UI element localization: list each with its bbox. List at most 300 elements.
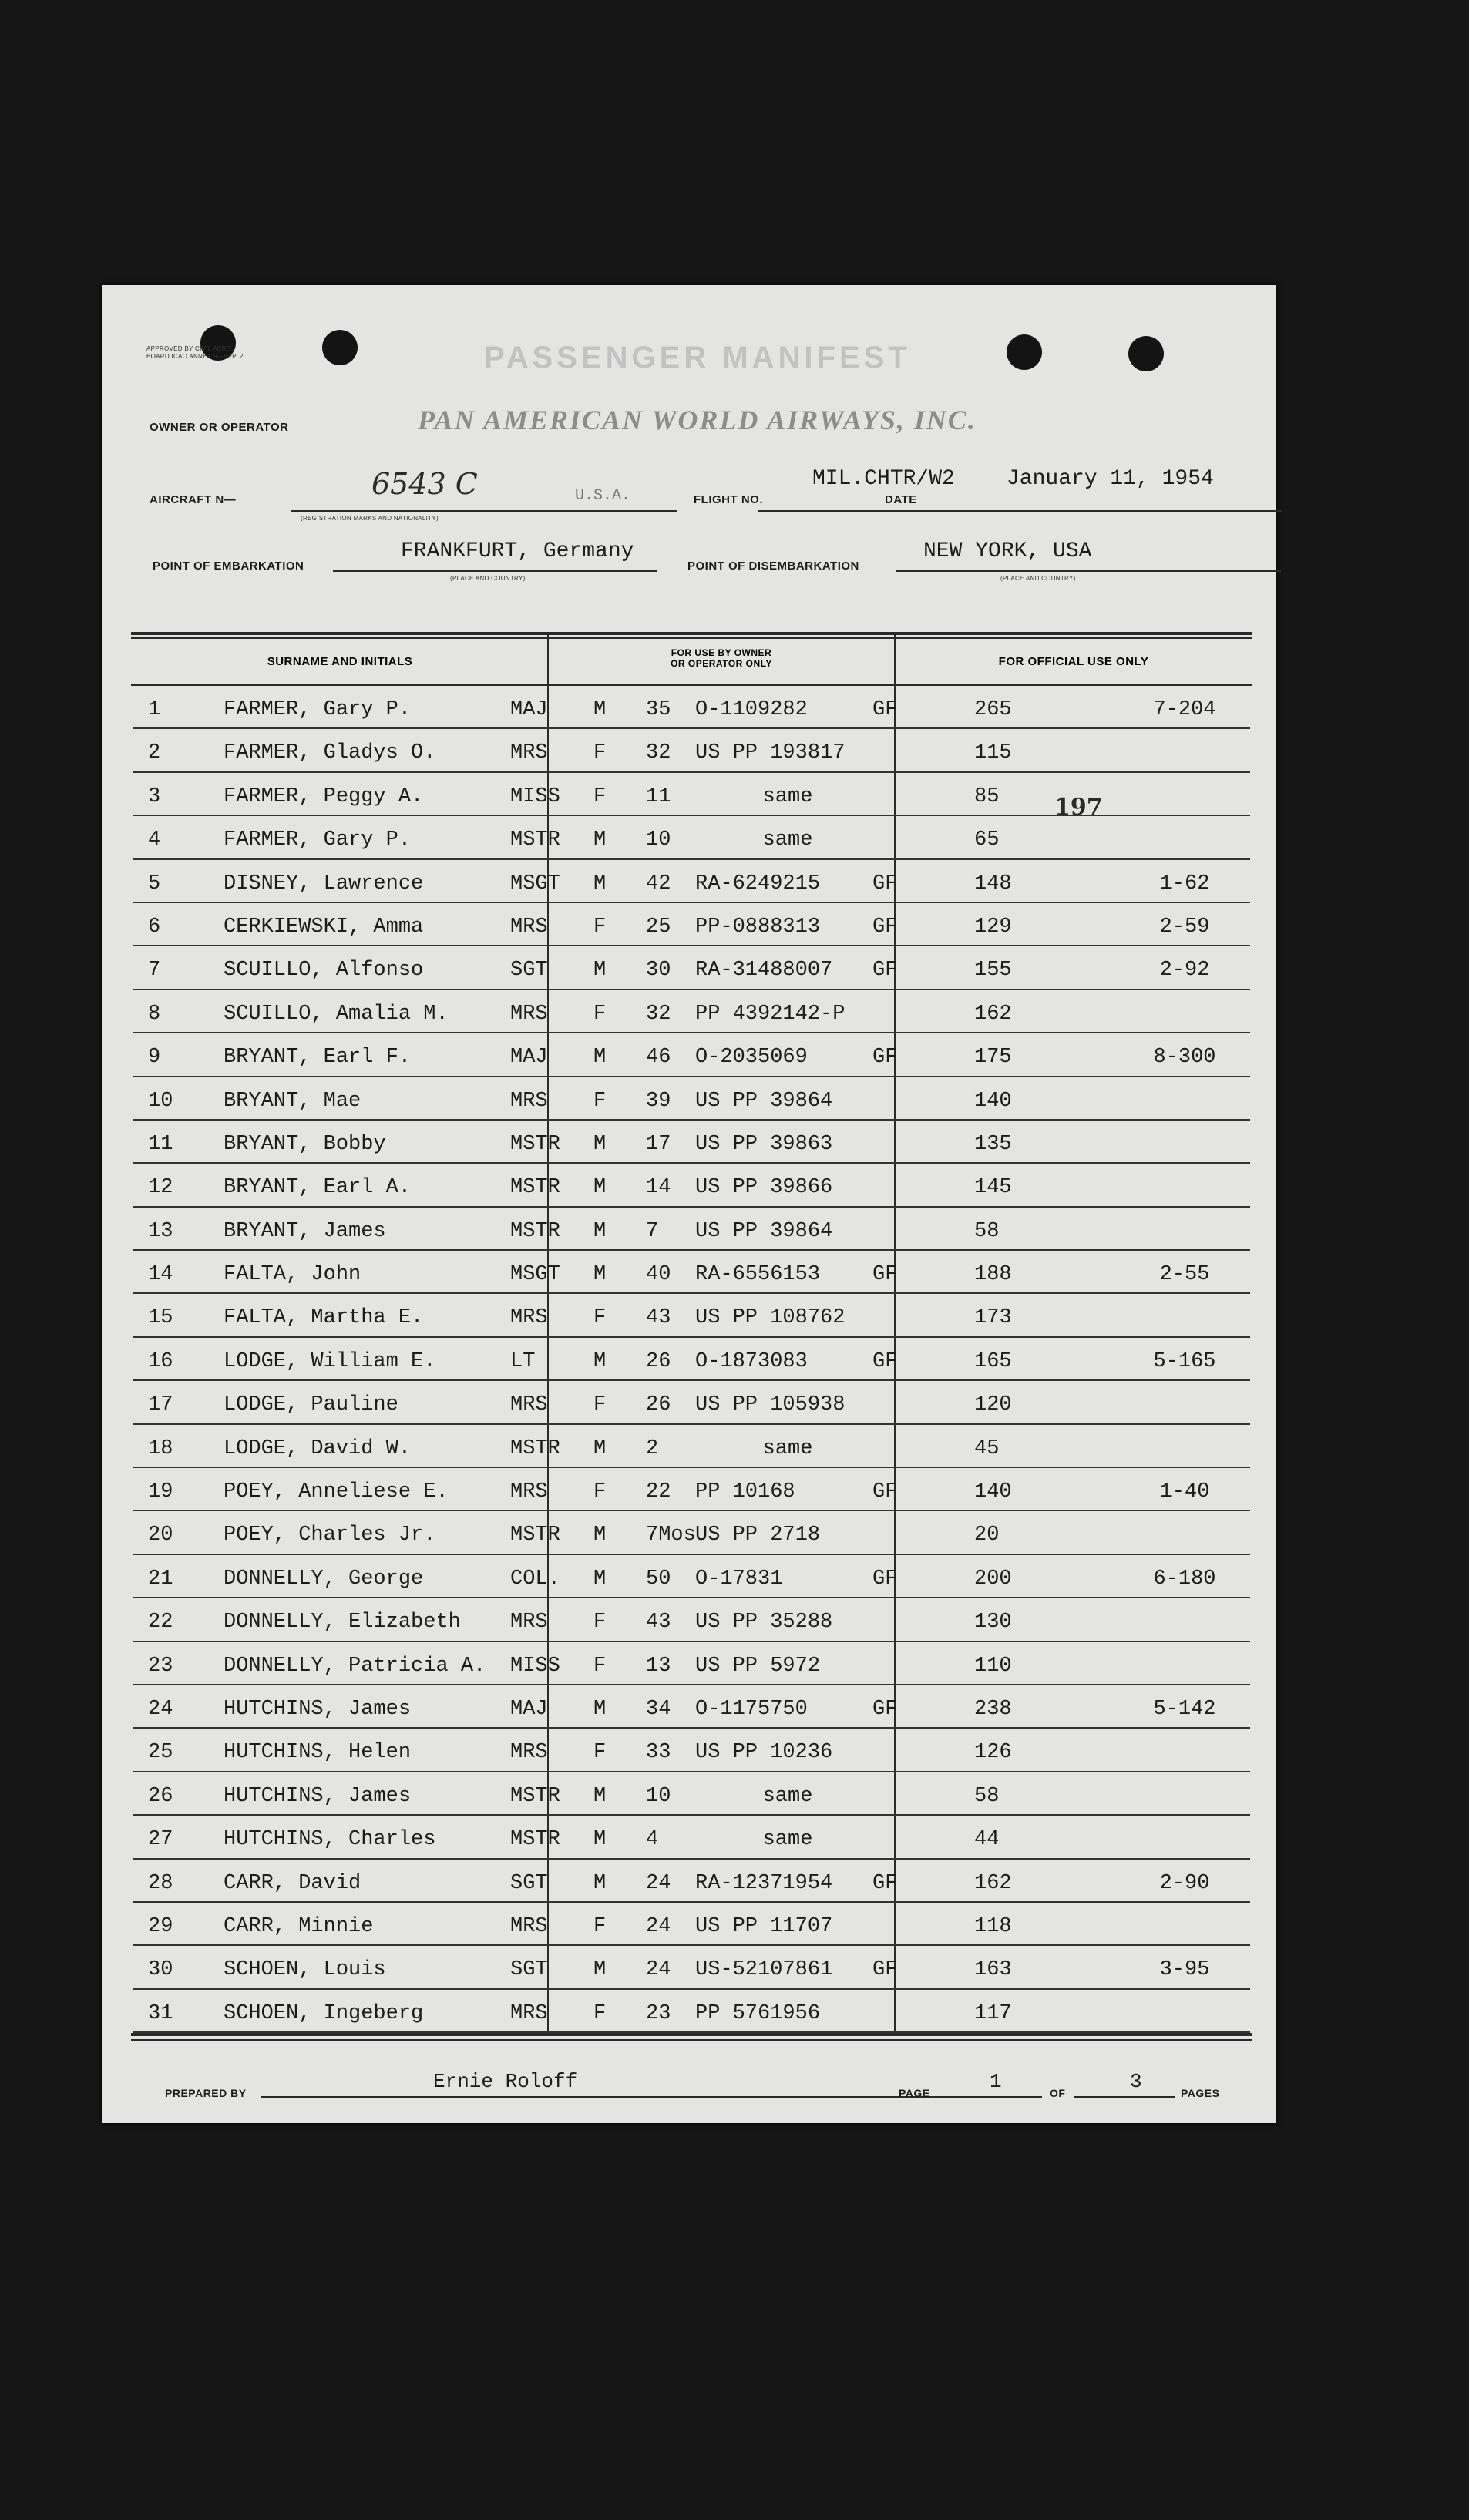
passenger-weight: 238 — [974, 1697, 1012, 1721]
table-row — [133, 1338, 1250, 1381]
official-use-value: 2-55 — [1159, 1263, 1210, 1287]
passenger-gf-mark: GF — [872, 698, 898, 721]
passenger-title: COL. — [510, 1567, 560, 1591]
row-number: 25 — [148, 1741, 173, 1765]
passenger-age: 33 — [646, 1741, 671, 1765]
passenger-title: MRS — [510, 1002, 548, 1026]
passenger-name: FALTA, Martha E. — [224, 1306, 424, 1330]
passenger-name: LODGE, David W. — [224, 1436, 412, 1460]
approval-note: APPROVED BY CIVIL AERO. BOARD ICAO ANNEX 9—APP. 2 — [146, 345, 244, 360]
passenger-title: SGT — [510, 1958, 548, 1982]
passenger-title: MRS — [510, 1741, 548, 1765]
passenger-name: BRYANT, Mae — [224, 1089, 361, 1113]
passenger-document: US PP 11707 — [695, 1914, 833, 1938]
passenger-name: DONNELLY, Elizabeth — [224, 1611, 461, 1635]
passenger-sex: M — [593, 1219, 607, 1243]
passenger-weight: 173 — [974, 1306, 1012, 1330]
passenger-sex: F — [593, 1480, 607, 1504]
passenger-weight: 130 — [974, 1611, 1012, 1635]
passenger-title: SGT — [510, 1871, 548, 1895]
passenger-document: same — [762, 828, 813, 852]
passenger-document: O-2035069 — [695, 1046, 808, 1070]
passenger-age: 40 — [646, 1263, 671, 1287]
passenger-gf-mark: GF — [872, 1046, 898, 1070]
passenger-gf-mark: GF — [872, 1567, 898, 1591]
table-row — [133, 1903, 1250, 1946]
passenger-sex: F — [593, 1741, 607, 1765]
passenger-name: HUTCHINS, James — [224, 1697, 412, 1721]
passenger-gf-mark: GF — [872, 1958, 898, 1982]
passenger-document: US PP 2718 — [695, 1524, 821, 1547]
passenger-document: O-1873083 — [695, 1349, 808, 1373]
passenger-name: FARMER, Gary P. — [224, 828, 412, 852]
row-number: 29 — [148, 1914, 173, 1938]
passenger-name: POEY, Anneliese E. — [224, 1480, 449, 1504]
passenger-document: same — [762, 1784, 813, 1808]
passenger-sex: F — [593, 1002, 607, 1026]
punch-hole-icon — [1007, 334, 1042, 370]
row-number: 9 — [148, 1046, 161, 1070]
passenger-title: MAJ — [510, 1046, 548, 1070]
passenger-name: HUTCHINS, Charles — [224, 1828, 436, 1852]
passenger-name: LODGE, William E. — [224, 1349, 436, 1373]
table-row — [133, 1685, 1250, 1729]
passenger-weight: 65 — [974, 828, 1000, 852]
passenger-weight: 148 — [974, 872, 1012, 895]
passenger-document: US PP 108762 — [695, 1306, 845, 1330]
passenger-age: 26 — [646, 1349, 671, 1373]
passenger-age: 7 — [646, 1219, 659, 1243]
passenger-title: MAJ — [510, 1697, 548, 1721]
passenger-weight: 58 — [974, 1219, 1000, 1243]
row-number: 8 — [148, 1002, 161, 1026]
passenger-sex: M — [593, 1176, 607, 1200]
passenger-document: RA-12371954 — [695, 1871, 833, 1895]
passenger-gf-mark: GF — [872, 915, 898, 939]
passenger-title: MRS — [510, 1089, 548, 1113]
passenger-document: US PP 39864 — [695, 1219, 833, 1243]
passenger-document: same — [762, 1828, 813, 1852]
passenger-sex: M — [593, 1958, 607, 1982]
passenger-age: 34 — [646, 1697, 671, 1721]
passenger-sex: F — [593, 1611, 607, 1635]
passenger-sex: F — [593, 741, 607, 765]
row-number: 6 — [148, 915, 161, 939]
table-row — [133, 860, 1250, 903]
passenger-age: 32 — [646, 1002, 671, 1026]
official-use-value: 6-180 — [1153, 1567, 1216, 1591]
passenger-title: SGT — [510, 959, 548, 983]
passenger-age: 26 — [646, 1393, 671, 1417]
table-row — [133, 1033, 1250, 1077]
passenger-gf-mark: GF — [872, 1349, 898, 1373]
row-number: 2 — [148, 741, 161, 765]
aircraft-nationality: U.S.A. — [575, 487, 631, 505]
passenger-weight: 126 — [974, 1741, 1012, 1765]
passenger-document: US PP 39864 — [695, 1089, 833, 1113]
passenger-sex: M — [593, 1784, 607, 1808]
table-row — [133, 1164, 1250, 1207]
passenger-title: MSGT — [510, 872, 560, 895]
passenger-name: BRYANT, Bobby — [224, 1132, 386, 1156]
table-row — [133, 903, 1250, 946]
passenger-title: MRS — [510, 915, 548, 939]
table-row — [133, 1077, 1250, 1121]
passenger-sex: F — [593, 785, 607, 808]
column-header-surname: SURNAME AND INITIALS — [267, 655, 413, 668]
passenger-name: BRYANT, James — [224, 1219, 386, 1243]
row-number: 5 — [148, 872, 161, 895]
passenger-title: MRS — [510, 1306, 548, 1330]
row-number: 24 — [148, 1697, 173, 1721]
column-header-official: FOR OFFICIAL USE ONLY — [998, 655, 1149, 668]
passenger-sex: M — [593, 1828, 607, 1852]
passenger-age: 24 — [646, 1871, 671, 1895]
passenger-sex: F — [593, 915, 607, 939]
row-number: 11 — [148, 1132, 173, 1156]
passenger-sex: M — [593, 1871, 607, 1895]
row-number: 7 — [148, 959, 161, 983]
passenger-name: POEY, Charles Jr. — [224, 1524, 436, 1547]
table-row — [133, 1381, 1250, 1424]
passenger-sex: M — [593, 698, 607, 721]
table-row — [133, 1121, 1250, 1164]
passenger-sex: M — [593, 1697, 607, 1721]
passenger-title: MAJ — [510, 698, 548, 721]
passenger-title: MRS — [510, 741, 548, 765]
passenger-weight: 110 — [974, 1654, 1012, 1678]
passenger-age: 30 — [646, 959, 671, 983]
passenger-gf-mark: GF — [872, 1480, 898, 1504]
passenger-document: US-52107861 — [695, 1958, 833, 1982]
passenger-name: FALTA, John — [224, 1263, 361, 1287]
passenger-name: CARR, David — [224, 1871, 361, 1895]
official-use-value: 3-95 — [1159, 1958, 1210, 1982]
table-row — [133, 1642, 1250, 1685]
row-number: 23 — [148, 1654, 173, 1678]
passenger-document: same — [762, 785, 813, 808]
passenger-name: HUTCHINS, Helen — [224, 1741, 412, 1765]
row-number: 16 — [148, 1349, 173, 1373]
passenger-document: US PP 5972 — [695, 1654, 821, 1678]
passenger-age: 10 — [646, 1784, 671, 1808]
passenger-name: SCHOEN, Ingeberg — [224, 2001, 424, 2025]
passenger-sex: M — [593, 1263, 607, 1287]
passenger-document: PP 5761956 — [695, 2001, 821, 2025]
passenger-weight: 58 — [974, 1784, 1000, 1808]
passenger-sex: M — [593, 872, 607, 895]
table-row — [133, 1555, 1250, 1598]
official-use-value: 2-90 — [1159, 1871, 1210, 1895]
passenger-weight: 165 — [974, 1349, 1012, 1373]
aircraft-label: AIRCRAFT N— — [150, 493, 237, 506]
passenger-title: MRS — [510, 1611, 548, 1635]
passenger-document: PP 4392142-P — [695, 1002, 845, 1026]
passenger-name: BRYANT, Earl A. — [224, 1176, 412, 1200]
place-caption-disembark: (PLACE AND COUNTRY) — [1000, 575, 1076, 582]
row-number: 20 — [148, 1524, 173, 1547]
row-number: 13 — [148, 1219, 173, 1243]
passenger-sex: F — [593, 1654, 607, 1678]
passenger-document: RA-6249215 — [695, 872, 821, 895]
table-row — [133, 1860, 1250, 1903]
page-value: 1 — [990, 2070, 1002, 2093]
passenger-document: US PP 193817 — [695, 741, 845, 765]
passenger-title: MISS — [510, 1654, 560, 1678]
passenger-document: same — [762, 1436, 813, 1460]
passenger-name: DONNELLY, Patricia A. — [224, 1654, 486, 1678]
passenger-document: US PP 10236 — [695, 1741, 833, 1765]
passenger-title: MSTR — [510, 1828, 560, 1852]
passenger-age: 43 — [646, 1306, 671, 1330]
row-number: 1 — [148, 698, 161, 721]
official-use-value: 2-59 — [1159, 915, 1210, 939]
table-row — [133, 1294, 1250, 1337]
passenger-age: 25 — [646, 915, 671, 939]
passenger-age: 11 — [646, 785, 671, 808]
passenger-title: MSGT — [510, 1263, 560, 1287]
table-row — [133, 1816, 1250, 1859]
table-row — [133, 816, 1250, 859]
table-row — [133, 1511, 1250, 1554]
passenger-sex: M — [593, 1132, 607, 1156]
row-number: 22 — [148, 1611, 173, 1635]
passenger-age: 17 — [646, 1132, 671, 1156]
passenger-sex: M — [593, 1046, 607, 1070]
passenger-weight: 117 — [974, 2001, 1012, 2025]
embark-value: FRANKFURT, Germany — [401, 539, 634, 563]
passenger-weight: 118 — [974, 1914, 1012, 1938]
official-use-value: 5-165 — [1153, 1349, 1216, 1373]
table-row — [133, 1425, 1250, 1468]
passenger-gf-mark: GF — [872, 1871, 898, 1895]
passenger-weight: 115 — [974, 741, 1012, 765]
row-number: 14 — [148, 1263, 173, 1287]
table-row — [133, 946, 1250, 990]
passenger-age: 7Mos — [646, 1524, 696, 1547]
passenger-title: MRS — [510, 2001, 548, 2025]
table-row — [133, 1729, 1250, 1772]
passenger-age: 24 — [646, 1958, 671, 1982]
owner-label: OWNER OR OPERATOR — [150, 421, 289, 434]
prepared-value: Ernie Roloff — [433, 2070, 578, 2093]
passenger-document: RA-31488007 — [695, 959, 833, 983]
table-row — [133, 686, 1250, 729]
table-row — [133, 1946, 1250, 1989]
owner-value: PAN AMERICAN WORLD AIRWAYS, INC. — [418, 405, 977, 435]
passenger-sex: F — [593, 1306, 607, 1330]
embark-label: POINT OF EMBARKATION — [153, 559, 304, 573]
passenger-weight: 135 — [974, 1132, 1012, 1156]
flight-label: FLIGHT NO. — [694, 493, 763, 506]
passenger-title: MSTR — [510, 1132, 560, 1156]
date-value: January 11, 1954 — [1007, 467, 1214, 491]
passenger-age: 50 — [646, 1567, 671, 1591]
passenger-sex: M — [593, 1436, 607, 1460]
passenger-sex: F — [593, 1089, 607, 1113]
passenger-weight: 188 — [974, 1263, 1012, 1287]
row-number: 4 — [148, 828, 161, 852]
passenger-weight: 129 — [974, 915, 1012, 939]
passenger-name: DISNEY, Lawrence — [224, 872, 424, 895]
passenger-weight: 200 — [974, 1567, 1012, 1591]
passenger-age: 42 — [646, 872, 671, 895]
page-label: PAGE — [899, 2087, 930, 2099]
passenger-age: 24 — [646, 1914, 671, 1938]
passenger-name: SCUILLO, Alfonso — [224, 959, 424, 983]
official-use-value: 1-40 — [1159, 1480, 1210, 1504]
passenger-name: HUTCHINS, James — [224, 1784, 412, 1808]
row-number: 26 — [148, 1784, 173, 1808]
passenger-name: CARR, Minnie — [224, 1914, 374, 1938]
flight-value: MIL.CHTR/W2 — [812, 467, 955, 491]
passenger-title: MSTR — [510, 1176, 560, 1200]
official-use-value: 8-300 — [1153, 1046, 1216, 1070]
passenger-age: 43 — [646, 1611, 671, 1635]
table-row — [133, 1251, 1250, 1294]
row-number: 28 — [148, 1871, 173, 1895]
of-label: OF — [1050, 2087, 1066, 2099]
passenger-document: PP 10168 — [695, 1480, 795, 1504]
table-row — [133, 1772, 1250, 1816]
pages-total: 3 — [1130, 2070, 1142, 2093]
table-row — [133, 1468, 1250, 1511]
passenger-table — [133, 686, 1250, 2033]
passenger-name: DONNELLY, George — [224, 1567, 424, 1591]
passenger-document: PP-0888313 — [695, 915, 821, 939]
passenger-age: 39 — [646, 1089, 671, 1113]
passenger-weight: 20 — [974, 1524, 1000, 1547]
passenger-gf-mark: GF — [872, 872, 898, 895]
passenger-weight: 162 — [974, 1871, 1012, 1895]
passenger-document: O-1175750 — [695, 1697, 808, 1721]
date-label: DATE — [885, 493, 917, 506]
punch-hole-icon — [322, 330, 358, 365]
passenger-sex: M — [593, 1349, 607, 1373]
row-number: 18 — [148, 1436, 173, 1460]
passenger-title: MRS — [510, 1393, 548, 1417]
passenger-title: MSTR — [510, 1784, 560, 1808]
passenger-weight: 162 — [974, 1002, 1012, 1026]
aircraft-value: 6543 C — [371, 467, 478, 501]
passenger-weight: 44 — [974, 1828, 1000, 1852]
passenger-weight: 265 — [974, 698, 1012, 721]
official-use-value: 2-92 — [1159, 959, 1210, 983]
passenger-weight: 140 — [974, 1480, 1012, 1504]
table-row — [133, 990, 1250, 1033]
passenger-document: US PP 105938 — [695, 1393, 845, 1417]
passenger-gf-mark: GF — [872, 959, 898, 983]
punch-hole-icon — [1128, 336, 1164, 371]
passenger-age: 10 — [646, 828, 671, 852]
passenger-name: SCUILLO, Amalia M. — [224, 1002, 449, 1026]
passenger-gf-mark: GF — [872, 1697, 898, 1721]
passenger-title: LT — [510, 1349, 536, 1373]
passenger-title: MRS — [510, 1914, 548, 1938]
passenger-weight: 140 — [974, 1089, 1012, 1113]
row-number: 12 — [148, 1176, 173, 1200]
passenger-document: US PP 35288 — [695, 1611, 833, 1635]
passenger-weight: 163 — [974, 1958, 1012, 1982]
row-number: 15 — [148, 1306, 173, 1330]
passenger-title: MSTR — [510, 1436, 560, 1460]
passenger-name: LODGE, Pauline — [224, 1393, 398, 1417]
passenger-age: 35 — [646, 698, 671, 721]
passenger-name: FARMER, Gary P. — [224, 698, 412, 721]
passenger-weight: 145 — [974, 1176, 1012, 1200]
passenger-sex: M — [593, 1567, 607, 1591]
passenger-sex: M — [593, 959, 607, 983]
disembark-label: POINT OF DISEMBARKATION — [687, 559, 859, 573]
passenger-document: RA-6556153 — [695, 1263, 821, 1287]
passenger-name: CERKIEWSKI, Amma — [224, 915, 424, 939]
official-use-value: 5-142 — [1153, 1697, 1216, 1721]
passenger-age: 4 — [646, 1828, 659, 1852]
passenger-sex: F — [593, 1393, 607, 1417]
passenger-weight: 155 — [974, 959, 1012, 983]
row-number: 17 — [148, 1393, 173, 1417]
pages-label: PAGES — [1181, 2087, 1220, 2099]
manifest-sheet — [102, 285, 1276, 2123]
table-row — [133, 1208, 1250, 1251]
passenger-age: 22 — [646, 1480, 671, 1504]
passenger-document: O-17831 — [695, 1567, 783, 1591]
passenger-document: O-1109282 — [695, 698, 808, 721]
passenger-weight: 45 — [974, 1436, 1000, 1460]
passenger-sex: M — [593, 828, 607, 852]
passenger-weight: 175 — [974, 1046, 1012, 1070]
row-number: 30 — [148, 1958, 173, 1982]
passenger-name: BRYANT, Earl F. — [224, 1046, 412, 1070]
passenger-title: MSTR — [510, 828, 560, 852]
official-use-value: 1-62 — [1159, 872, 1210, 895]
passenger-weight: 120 — [974, 1393, 1012, 1417]
row-number: 21 — [148, 1567, 173, 1591]
passenger-age: 14 — [646, 1176, 671, 1200]
passenger-name: SCHOEN, Louis — [224, 1958, 386, 1982]
row-number: 31 — [148, 2001, 173, 2025]
passenger-title: MRS — [510, 1480, 548, 1504]
table-row — [133, 1598, 1250, 1641]
passenger-sex: M — [593, 1524, 607, 1547]
passenger-document: US PP 39863 — [695, 1132, 833, 1156]
passenger-age: 46 — [646, 1046, 671, 1070]
prepared-label: PREPARED BY — [165, 2087, 247, 2099]
column-header-owner-use: FOR USE BY OWNER OR OPERATOR ONLY — [671, 647, 772, 669]
annotation-197: 197 — [1054, 794, 1103, 821]
registration-caption: (REGISTRATION MARKS AND NATIONALITY) — [301, 515, 439, 522]
passenger-age: 2 — [646, 1436, 659, 1460]
disembark-value: NEW YORK, USA — [923, 539, 1092, 563]
passenger-sex: F — [593, 1914, 607, 1938]
passenger-age: 32 — [646, 741, 671, 765]
passenger-gf-mark: GF — [872, 1263, 898, 1287]
passenger-age: 13 — [646, 1654, 671, 1678]
passenger-document: US PP 39866 — [695, 1176, 833, 1200]
passenger-age: 23 — [646, 2001, 671, 2025]
form-title: PASSENGER MANIFEST — [484, 341, 911, 375]
row-number: 27 — [148, 1828, 173, 1852]
passenger-title: MISS — [510, 785, 560, 808]
passenger-weight: 85 — [974, 785, 1000, 808]
passenger-title: MSTR — [510, 1524, 560, 1547]
table-row — [133, 729, 1250, 772]
table-row — [133, 1990, 1250, 2033]
passenger-name: FARMER, Peggy A. — [224, 785, 424, 808]
passenger-name: FARMER, Gladys O. — [224, 741, 436, 765]
row-number: 19 — [148, 1480, 173, 1504]
row-number: 3 — [148, 785, 161, 808]
